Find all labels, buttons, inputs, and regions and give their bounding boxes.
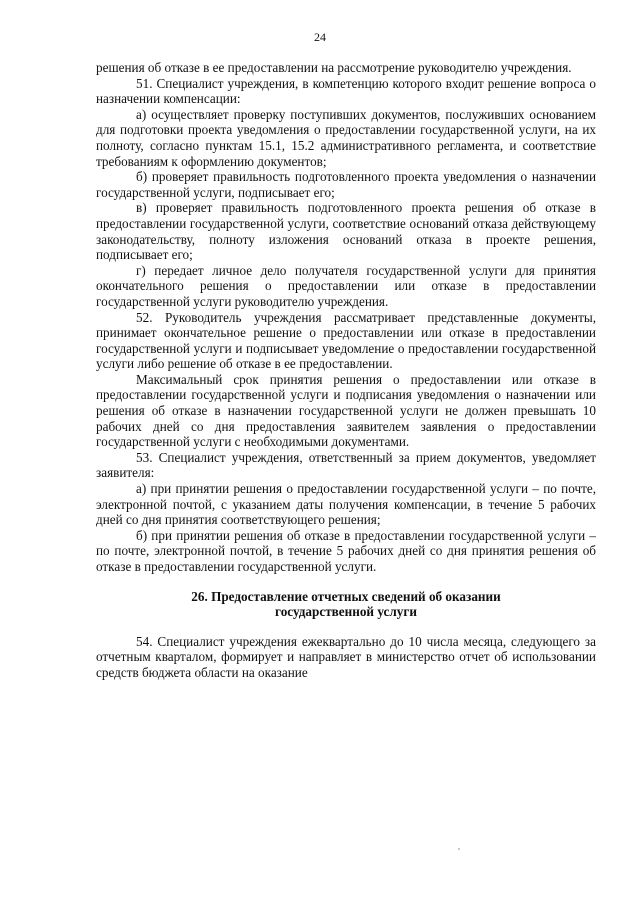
- paragraph-p51b: б) проверяет правильность подготовленного проекта уведомления о назначении государственной услуги, подписывает его;: [96, 169, 596, 200]
- paragraph-p51v: в) проверяет правильность подготовленного проекта решения об отказе в предоставлении государственной услуги, соответствие оснований отказа действующему законодательству, полноту изложения оснований отказа в проекте решения, подписывает его;: [96, 200, 596, 263]
- paragraph-p53a: а) при принятии решения о предоставлении государственной услуги – по почте, электронной почтой, с указанием даты получения компенсации, в течение 5 рабочих дней со дня принятия соответствующего решения;: [96, 481, 596, 528]
- section-heading: [96, 589, 596, 620]
- paragraph-p52: 52. Руководитель учреждения рассматривает представленные документы, принимает окончательное решение о предоставлении или отказе в предоставлении государственной услуги и подписывает уведомление о предоставлении государственной услуги либо решение об отказе в ее предоставлении.: [96, 309, 596, 372]
- page-number: 24: [314, 30, 326, 44]
- paragraph-p54: 54. Специалист учреждения ежеквартально до 10 числа месяца, следующего за отчетным кварталом, формирует и направляет в министерство отчет об использовании средств бюджета области на оказание: [96, 633, 596, 680]
- paragraph-p53: 53. Специалист учреждения, ответственный за прием документов, уведомляет заявителя:: [96, 449, 596, 481]
- paragraphs-bottom: [96, 634, 596, 681]
- paragraphs-top: [96, 60, 596, 575]
- paragraph-p51g: г) передает личное дело получателя государственной услуги для принятия окончательного решения о предоставлении или отказе в предоставлении государственной услуги руководителю учреждения.: [96, 262, 596, 309]
- paragraph-p53b: б) при принятии решения об отказе в предоставлении государственной услуги – по почте, электронной почтой, в течение 5 рабочих дней со дня принятия решения об отказе в предоставлении государственной услуги.: [96, 527, 596, 574]
- paragraph-p51a: а) осуществляет проверку поступивших документов, послуживших основанием для подготовки проекта уведомления о предоставлении государственной услуги, на их полноту, согласно пунктам 15.1, 15.2 административного регламента, и соответствие требованиям к оформлению документов;: [96, 106, 596, 169]
- document-body: [96, 60, 596, 681]
- paragraph-p51: 51. Специалист учреждения, в компетенцию которого входит решение вопроса о назначении компенсации:: [96, 75, 596, 107]
- section-heading-line-1: 26. Предоставление отчетных сведений об оказании: [191, 588, 501, 604]
- paragraph-p52b: Максимальный срок принятия решения о предоставлении или отказе в предоставлении государственной услуги и подписания уведомления о назначении или решения об отказе в назначении государственной услуги не должен превышать 10 рабочих дней со дня предоставления заявителем заявления о предоставлении государственной услуги с необходимыми документами.: [96, 371, 596, 450]
- paragraph-p-cont: решения об отказе в ее предоставлении на рассмотрение руководителю учреждения.: [96, 60, 572, 75]
- section-heading-line-2: государственной услуги: [275, 604, 417, 620]
- scan-speck: [458, 848, 460, 850]
